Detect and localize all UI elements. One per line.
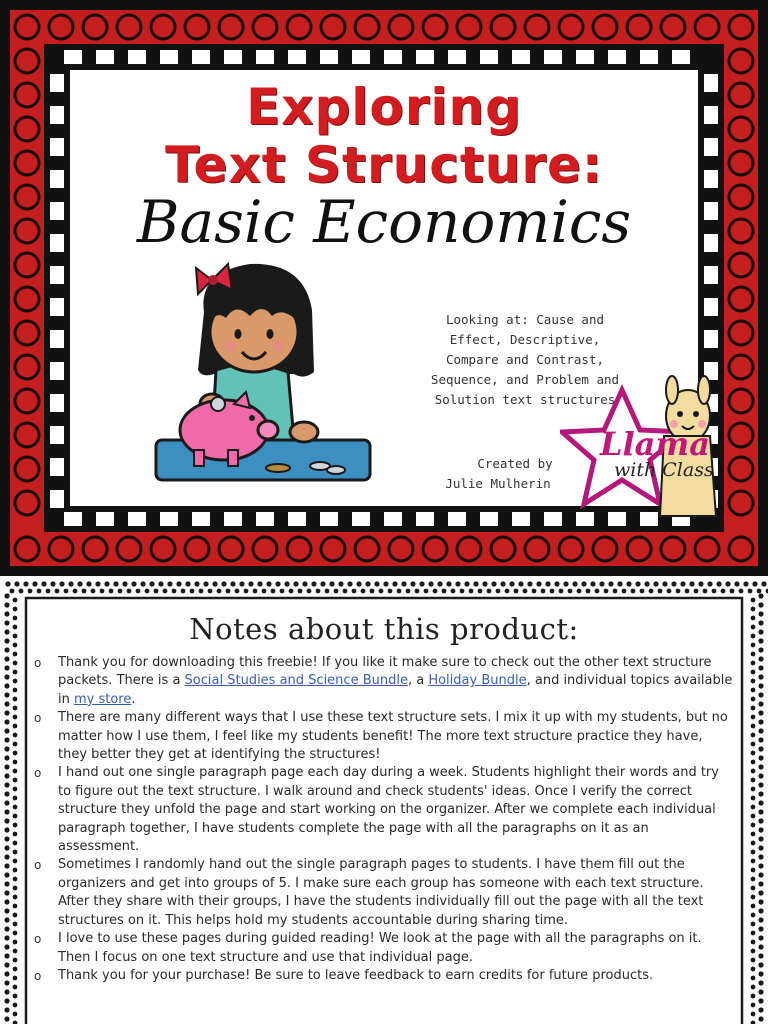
list-item bbox=[34, 764, 734, 856]
list-item-text: I love to use these pages during guided reading! We look at the page with all the paragraphs on it. Then I focus on one text structure and use that individual page. bbox=[58, 931, 702, 965]
title-line-2: Text Structure: bbox=[165, 136, 603, 194]
list-item bbox=[34, 930, 734, 967]
list-item-text: . bbox=[131, 691, 136, 707]
logo-tagline: with Class bbox=[614, 459, 714, 481]
list-item-text: I hand out one single paragraph page each day during a week. Students highlight their words and try to figure out the text structure. I walk around and check students' ideas. Once I verify the correct structure they unfold the page and start working on the organizer. After we complete each individual paragraph together, I have students complete the page with all the paragraphs on it as an assessment. bbox=[58, 765, 719, 855]
list-item-text: Sometimes I randomly hand out the single paragraph pages to students. I have them fill out the organizers and get into groups of 5. I make sure each group has someone with each text structure. After they share with their groups, I have the students individually fill out the page with all the text structures on it. This helps hold my students accountable during sharing time. bbox=[58, 857, 704, 928]
title-line-1: Exploring bbox=[246, 78, 522, 136]
credit-line-2: Julie Mulherin bbox=[445, 476, 551, 491]
bullet-icon: o bbox=[34, 711, 42, 726]
holiday-bundle-link[interactable]: Holiday Bundle bbox=[428, 673, 527, 689]
bullet-icon: o bbox=[34, 968, 42, 983]
notes-panel bbox=[0, 576, 768, 1024]
list-item bbox=[34, 654, 734, 709]
bullet-icon: o bbox=[34, 766, 42, 781]
bullet-icon: o bbox=[34, 932, 42, 947]
subtitle: Looking at: Cause and Effect, Descriptive, Compare and Contrast, Sequence, and Problem and Solution text structures bbox=[430, 312, 620, 407]
bullet-icon: o bbox=[34, 858, 42, 873]
bullet-icon: o bbox=[34, 656, 42, 670]
girl-piggy-bank-illustration bbox=[154, 254, 374, 490]
list-item-text: Thank you for downloading this freebie! If you like it make sure to check out the other text structure packets. There is a bbox=[58, 655, 712, 689]
list-item bbox=[34, 709, 734, 764]
list-item bbox=[34, 967, 734, 985]
notes-list bbox=[34, 654, 734, 985]
my-store-link[interactable]: my store bbox=[73, 691, 132, 707]
title-line-3: Basic Economics bbox=[136, 188, 632, 256]
list-item-text: , a bbox=[407, 673, 429, 689]
list-item-text: There are many different ways that I use these text structure sets. I mix it up with my students, but no matter how I use them, I feel like my students benefit! The more text structure practice they have, they better they get at identifying the structures! bbox=[58, 710, 728, 763]
list-item-text: Thank you for your purchase! Be sure to leave feedback to earn credits for future products. bbox=[58, 967, 654, 983]
list-item-text: , and individual topics available in bbox=[58, 673, 733, 707]
social-studies-science-bundle-link[interactable]: Social Studies and Science Bundle bbox=[184, 673, 408, 689]
notes-title: Notes about this product: bbox=[189, 612, 579, 646]
credit-line-1: Created by bbox=[477, 456, 553, 471]
logo-wordmark: Llama bbox=[600, 425, 710, 463]
list-item bbox=[34, 856, 734, 930]
